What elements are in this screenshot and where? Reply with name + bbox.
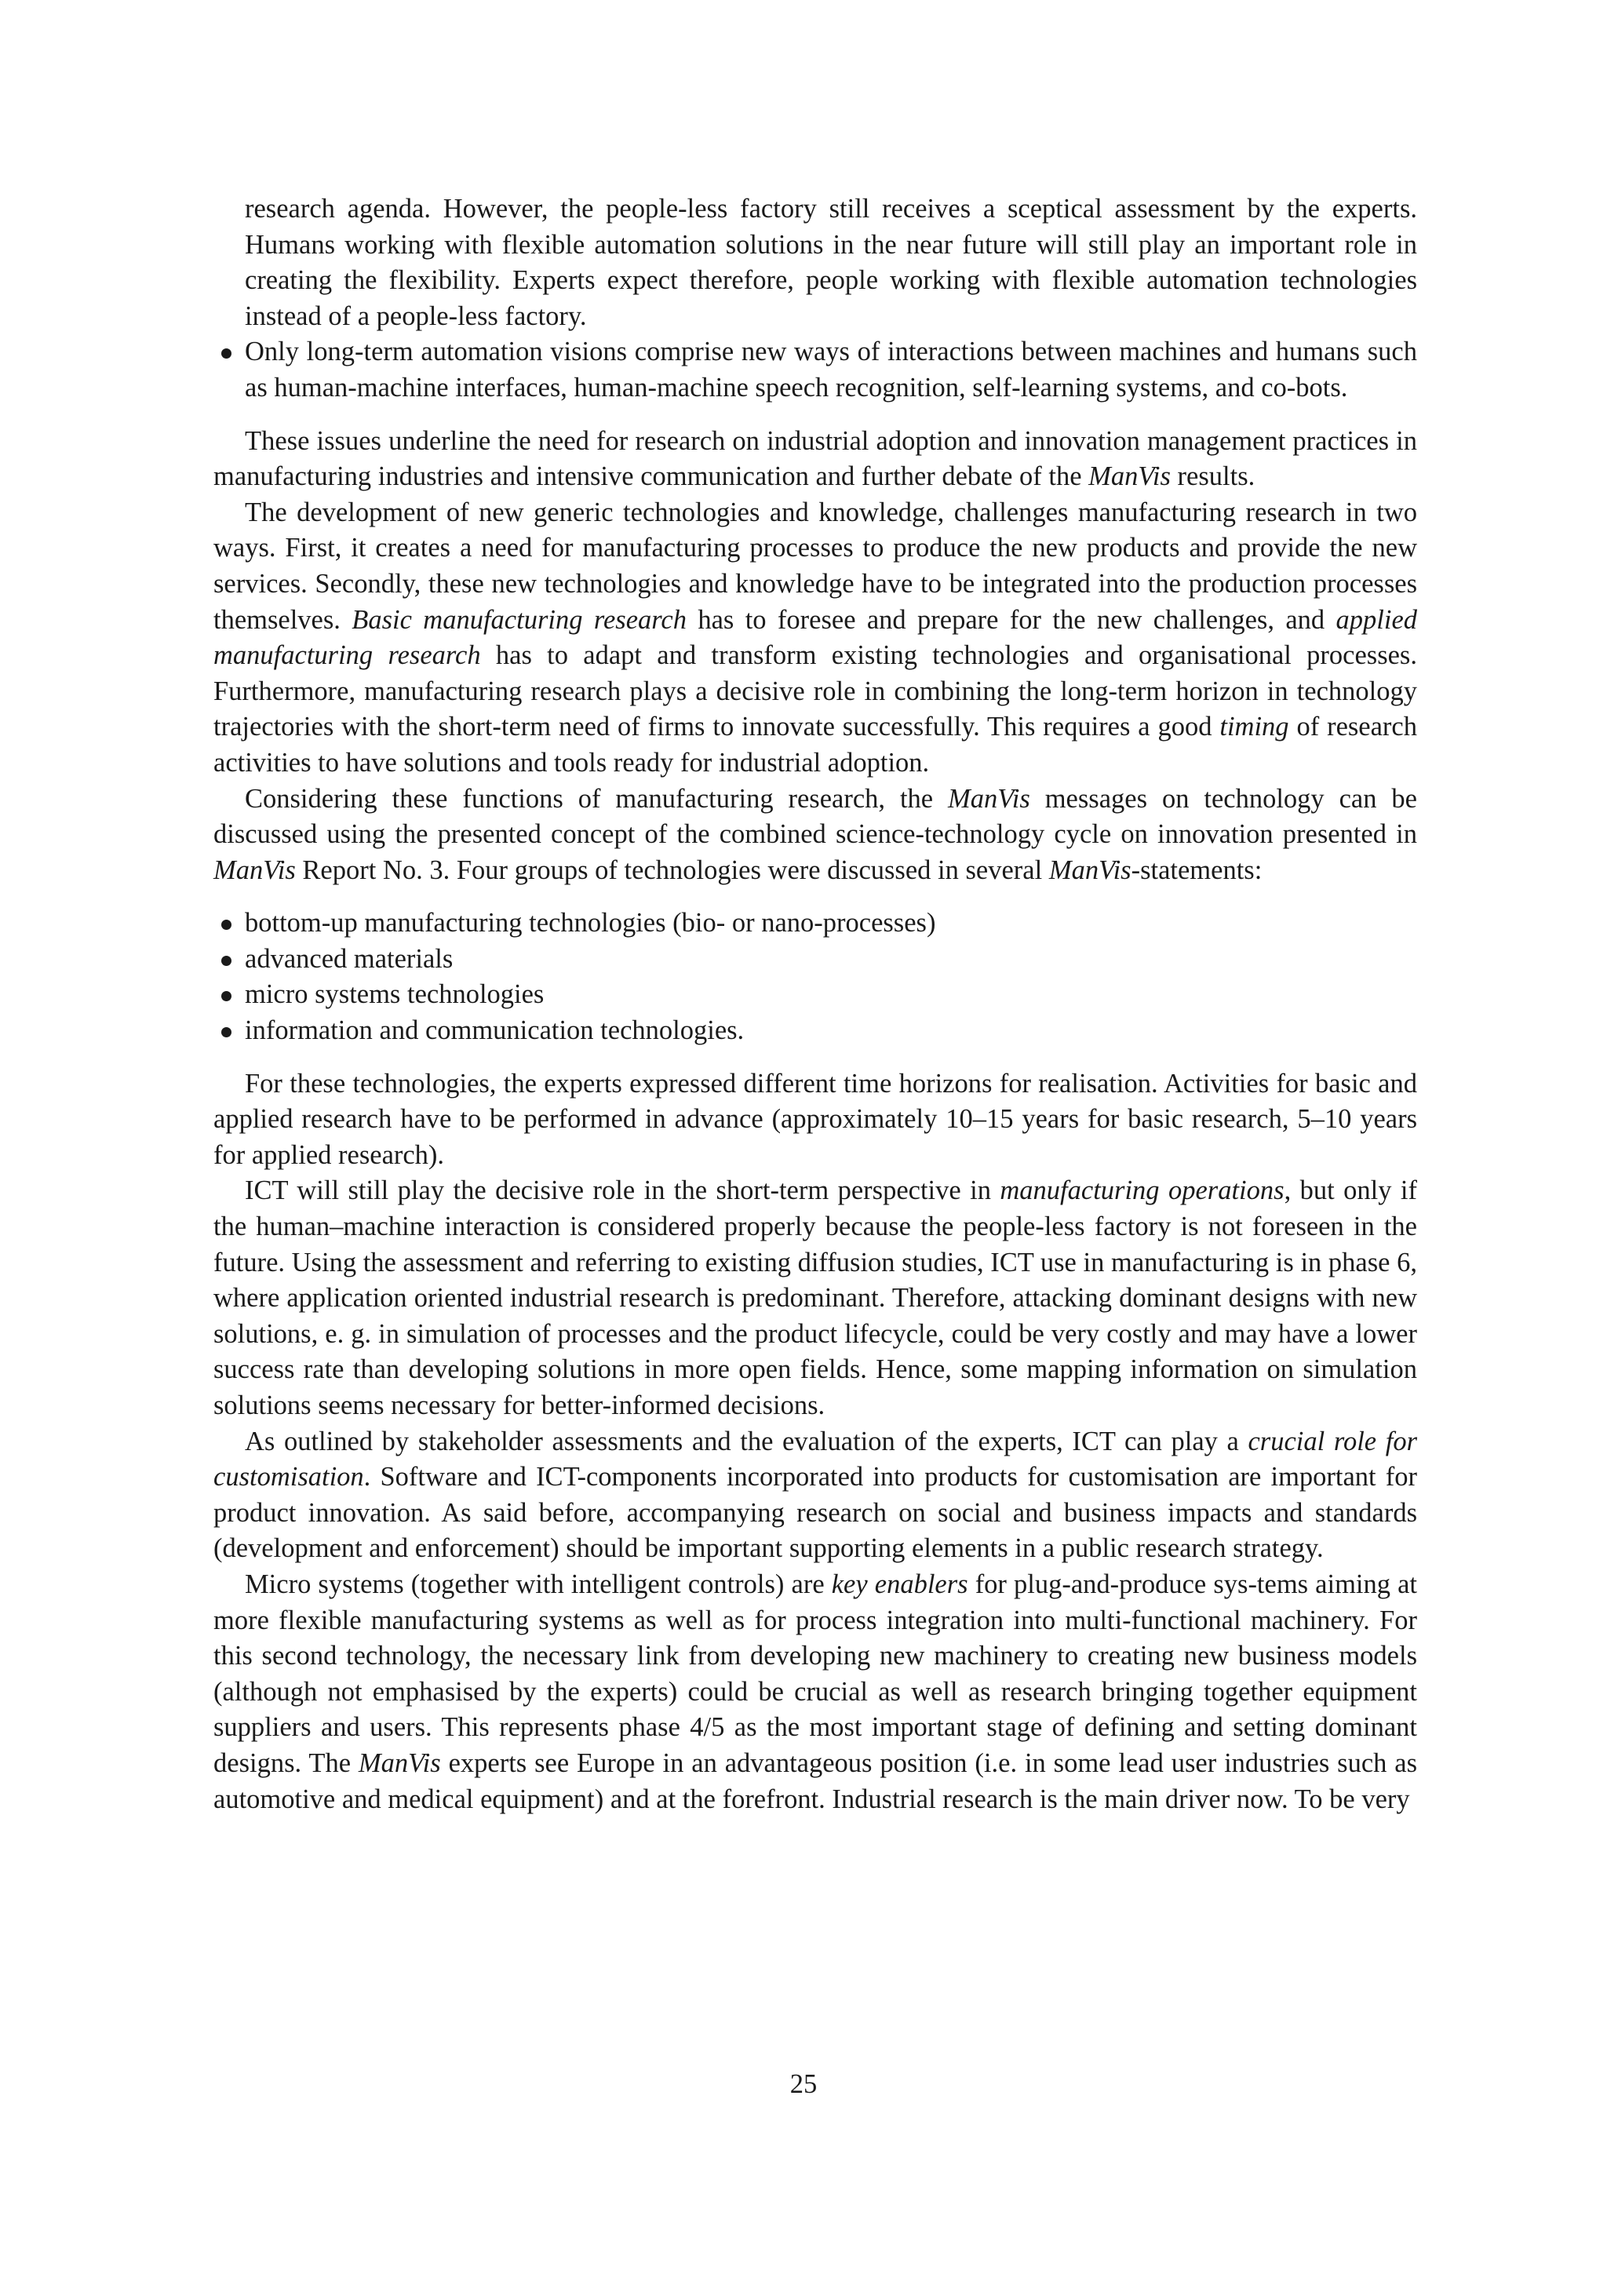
list-item — [213, 1013, 1417, 1049]
paragraph-4: For these technologies, the experts expressed different time horizons for realisation. Activities for basic and applied research have to be performed in advance (approximately 10–15 years for basic research, 5–10 years for applied research). — [213, 1068, 1417, 1170]
text-run: The development of new generic technologies and knowledge, challenges manufacturing research in two ways. First, it creates a need for manufacturing processes to produce the new products and provide the new services. Secondly, these new technologies and knowledge have to be integrated into the production processes themselves. — [213, 497, 1417, 635]
paragraph-1 — [213, 424, 1417, 495]
list-item-text: information and communication technologies. — [245, 1015, 745, 1046]
italic-run: ManVis — [213, 855, 296, 885]
list-item — [213, 942, 1417, 978]
text-run: . Software and ICT-components incorporated into products for customisation are important for product innovation. As said before, accompanying research on social and business impacts and standards (development and enforcement) should be important supporting elements in a public research strategy. — [213, 1462, 1417, 1564]
technology-list — [213, 906, 1417, 1048]
bullet-dot-icon — [221, 956, 231, 966]
italic-run: ManVis — [358, 1748, 441, 1778]
text-run: of research activities to have solutions and tools ready for industrial adoption. — [213, 712, 1417, 778]
text-run: -statements: — [1131, 855, 1263, 885]
text-run: , but only if the human–machine interaction is considered properly because the people-less factory is not foreseen in the future. Using the assessment and referring to existing diffusion studies, ICT use in manufacturing is in phase 6, where application oriented industrial research is predominant. Therefore, attacking dominant designs with new solutions, e. g. in simulation of processes and the product lifecycle, could be very costly and may have a lower success rate than developing solutions in more open fields. Hence, some mapping information on simulation solutions seems necessary for better-informed decisions. — [213, 1175, 1417, 1420]
bullet-dot-icon — [221, 920, 231, 930]
text-run: Micro systems (together with intelligent controls) are — [245, 1569, 832, 1599]
italic-run: ManVis — [1088, 461, 1171, 492]
text-run: experts see Europe in an advantageous position (i.e. in some lead user industries such as automotive and medical equipment) and at the forefront. Industrial research is the main driver now. To be very — [213, 1748, 1418, 1814]
bullet-dot-icon — [221, 991, 231, 1001]
list-item — [213, 906, 1417, 942]
bullet-dot-icon — [221, 1027, 231, 1037]
italic-run: ManVis — [948, 783, 1030, 814]
paragraph-6 — [213, 1424, 1417, 1567]
page-number: 25 — [789, 2069, 818, 2099]
list-item-text: bottom-up manufacturing technologies (bio- or nano-processes) — [245, 908, 936, 938]
bullet-text: Only long-term automation visions comprise new ways of interactions between machines and humans such as human-machine interfaces, human-machine speech recognition, self-learning systems, and co-bots. — [245, 337, 1417, 403]
paragraph-5 — [213, 1173, 1417, 1423]
text-run: As outlined by stakeholder assessments and the evaluation of the experts, ICT can play a — [245, 1426, 1248, 1456]
text-run: has to adapt and transform existing technologies and organisational processes. Furthermore, manufacturing research plays a decisive role in combining the long-term horizon in technology trajectories with the short-term need of firms to innovate successfully. This requires a good — [213, 640, 1417, 742]
text-run: for plug-and-produce sys-tems aiming at more flexible manufacturing systems as well as for process integration into multi-functional machinery. For this second technology, the necessary link from developing new machinery to creating new business models (although not emphasised by the experts) could be crucial as well as research bringing together equipment suppliers and users. This represents phase 4/5 as the most important stage of defining and setting dominant designs. The — [213, 1569, 1417, 1778]
list-item-text: micro systems technologies — [245, 979, 545, 1010]
text-run: has to foresee and prepare for the new challenges, and — [687, 604, 1336, 635]
paragraph-7 — [213, 1567, 1417, 1817]
bullet-dot-icon — [221, 348, 231, 359]
italic-run: timing — [1219, 712, 1289, 742]
italic-run: ManVis — [1048, 855, 1131, 885]
paragraph-2 — [213, 495, 1417, 782]
text-run: Considering these functions of manufacturing research, the — [245, 783, 949, 814]
text-run: Report No. 3. Four groups of technologies were discussed in several — [295, 855, 1049, 885]
paragraph-3 — [213, 782, 1417, 889]
list-item-text: advanced materials — [245, 943, 454, 974]
italic-run: manufacturing operations — [1000, 1175, 1285, 1206]
list-item — [213, 977, 1417, 1013]
top-bullet-list — [213, 191, 1417, 406]
text-run: ICT will still play the decisive role in the short-term perspective in — [245, 1175, 1000, 1206]
continued-bullet-text: research agenda. However, the people-less factory still receives a sceptical assessment by the experts. Humans working with flexible automation solutions in the near future will still play an important role in creating the flexibility. Experts expect therefore, people working with flexible automation technologies instead of a people-less factory. — [245, 194, 1417, 331]
text-run: These issues underline the need for research on industrial adoption and innovation management practices in manufacturing industries and intensive communication and further debate of the — [213, 425, 1417, 492]
italic-run: key enablers — [831, 1569, 968, 1599]
page-body — [213, 191, 1417, 1817]
bullet-item — [213, 334, 1417, 406]
text-run: results. — [1170, 461, 1255, 492]
text-run: messages on technology can be discussed using the presented concept of the combined science-technology cycle on innovation presented in — [213, 783, 1417, 850]
italic-run: Basic manufacturing research — [352, 604, 687, 635]
italic-run: crucial role for customisation — [213, 1426, 1418, 1492]
italic-run: applied manufacturing research — [213, 604, 1418, 671]
